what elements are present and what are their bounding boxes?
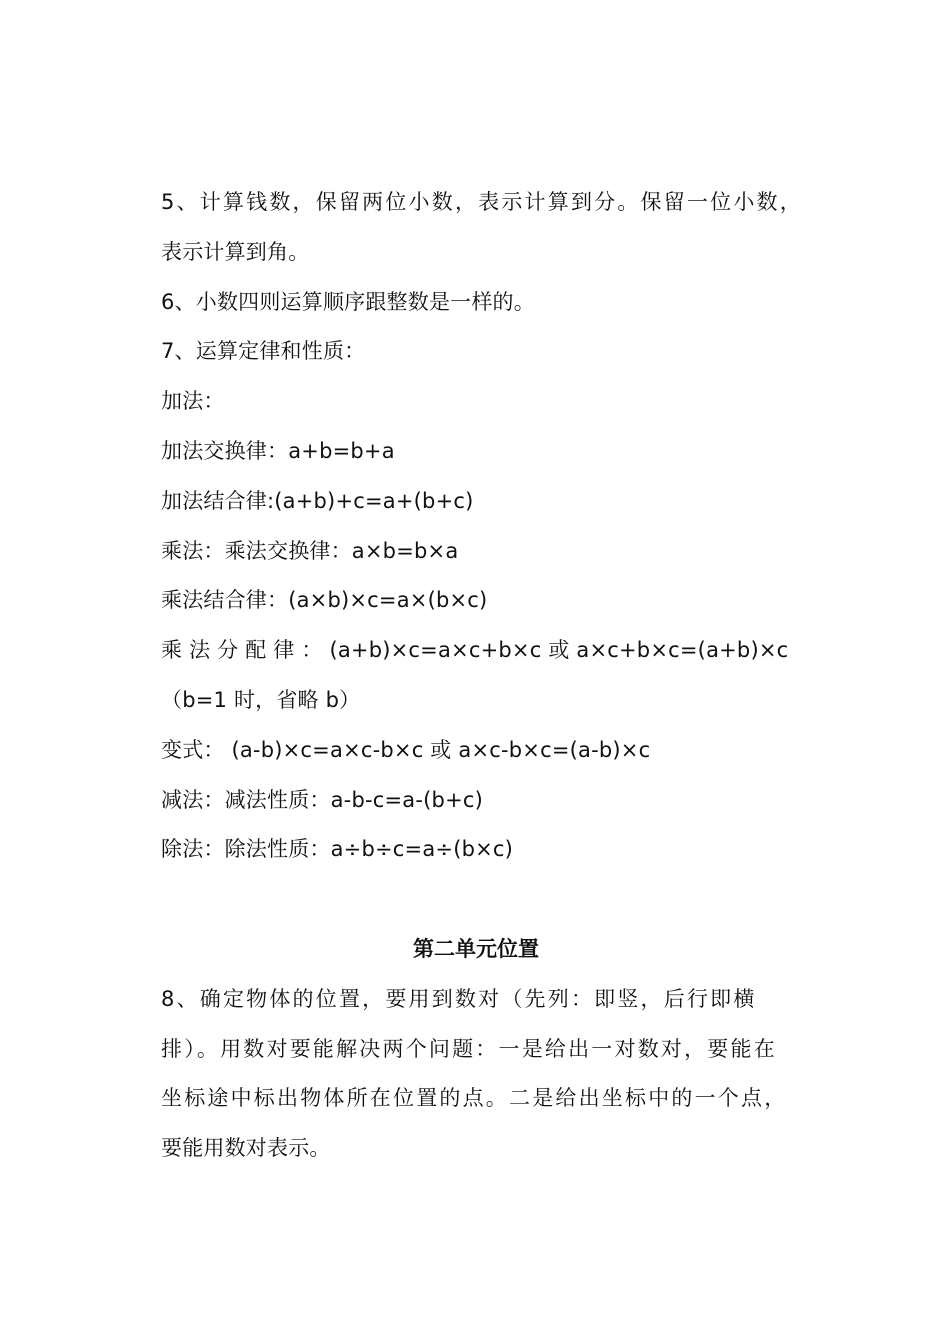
text-line: 变式： (a-b)×c=a×c-b×c 或 a×c-b×c=(a-b)×c [161,737,651,762]
text-line: 5、计算钱数，保留两位小数，表示计算到分。保留一位小数， [161,190,803,214]
text-line: 乘法结合律：(a×b)×c=a×(b×c) [161,588,488,613]
text-line: 加法结合律:(a+b)+c=a+(b+c) [161,488,474,513]
text-line: 7、运算定律和性质： [161,339,366,364]
blank-line [161,875,801,925]
text-line: 排）。用数对要能解决两个问题：一是给出一对数对，要能在 [161,1036,777,1061]
text-line: （b=1 时，省略 b） [161,687,361,712]
text-line: 除法：除法性质：a÷b÷c=a÷(b×c) [161,837,514,862]
section-heading: 第二单元位置 [413,936,539,961]
text-line: 加法： [161,389,225,414]
text-line: 要能用数对表示。 [161,1136,331,1161]
text-line: 减法：减法性质：a-b-c=a-(b+c) [161,787,483,812]
text-line: 乘 法 分 配 律 ： (a+b)×c=a×c+b×c 或 a×c+b×c=(a+b)×c [161,638,789,663]
text-line: 6、小数四则运算顺序跟整数是一样的。 [161,289,535,314]
text-line: 坐标途中标出物体所在位置的点。二是给出坐标中的一个点， [161,1086,788,1111]
text-line: 乘法：乘法交换律：a×b=b×a [161,538,459,563]
document-body [161,178,801,1174]
text-line: 8、确定物体的位置，要用到数对（先列：即竖，后行即横 [161,986,757,1011]
text-line: 表示计算到角。 [161,239,310,264]
text-line: 加法交换律：a+b=b+a [161,438,395,463]
